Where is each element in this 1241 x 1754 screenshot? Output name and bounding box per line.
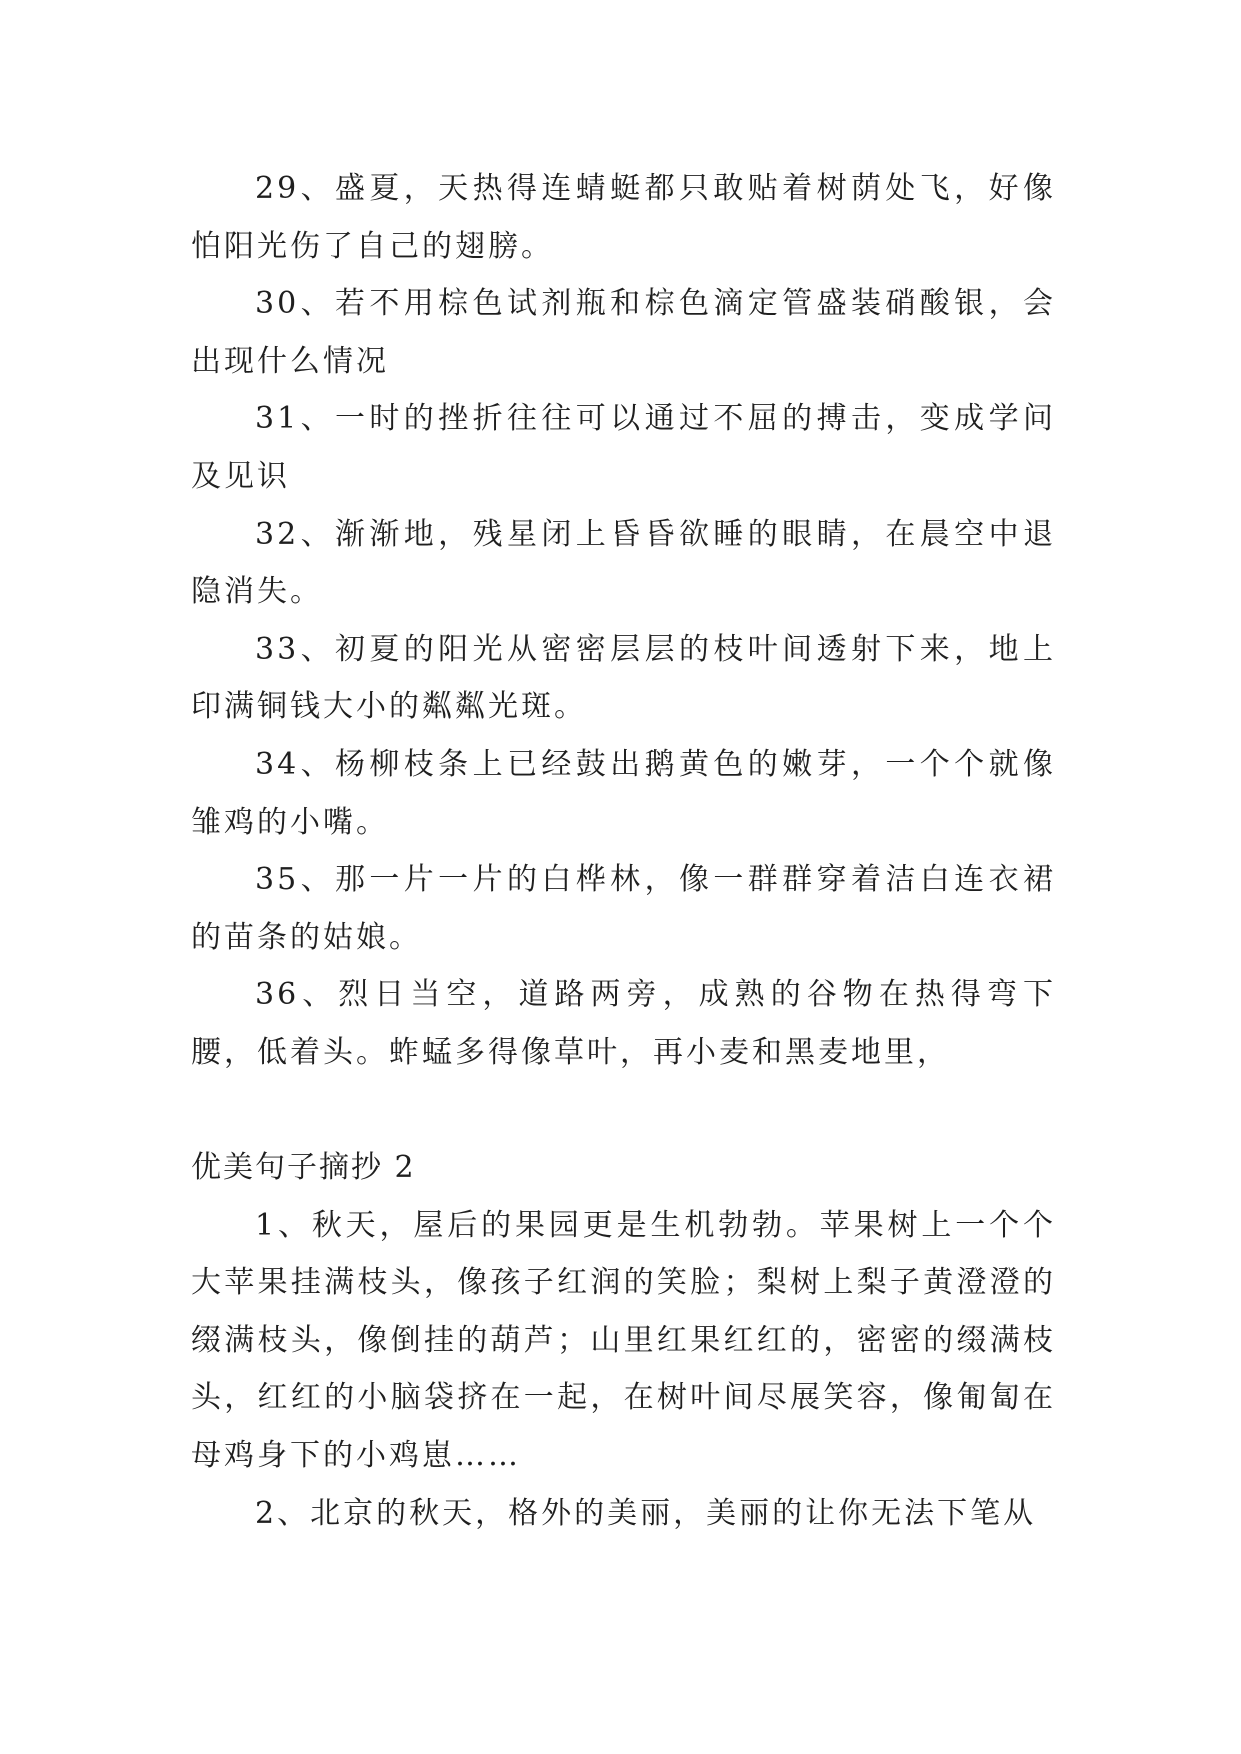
paragraph-29: 29、盛夏，天热得连蜻蜓都只敢贴着树荫处飞，好像怕阳光伤了自己的翅膀。 (191, 171, 1056, 264)
section-heading: 优美句子摘抄 2 (191, 1150, 416, 1186)
paragraph-31: 31、一时的挫折往往可以通过不屈的搏击，变成学问及见识 (191, 401, 1056, 494)
paragraph-1: 1、秋天，屋后的果园更是生机勃勃。苹果树上一个个大苹果挂满枝头，像孩子红润的笑脸；梨树上梨子黄澄澄的缀满枝头，像倒挂的葫芦；山里红果红红的，密密的缀满枝头，红红的小脑袋挤在一起，在树叶间尽展笑容，像匍匐在母鸡身下的小鸡崽…… (191, 1207, 1056, 1474)
paragraph-33: 33、初夏的阳光从密密层层的枝叶间透射下来，地上印满铜钱大小的粼粼光斑。 (191, 631, 1056, 725)
paragraph-32: 32、渐渐地，残星闭上昏昏欲睡的眼睛，在晨空中退隐消失。 (191, 516, 1056, 610)
paragraph-34: 34、杨柳枝条上已经鼓出鹅黄色的嫩芽，一个个就像雏鸡的小嘴。 (191, 746, 1056, 840)
paragraph-2: 2、北京的秋天，格外的美丽，美丽的让你无法下笔从 (255, 1495, 1037, 1531)
paragraph-30: 30、若不用棕色试剂瓶和棕色滴定管盛装硝酸银，会出现什么情况 (191, 286, 1056, 379)
paragraph-36: 36、烈日当空，道路两旁，成熟的谷物在热得弯下腰，低着头。蚱蜢多得像草叶，再小麦和黑麦地里， (191, 977, 1056, 1070)
paragraph-35: 35、那一片一片的白桦林，像一群群穿着洁白连衣裙的苗条的姑娘。 (191, 862, 1056, 955)
document-body (191, 160, 1056, 1542)
